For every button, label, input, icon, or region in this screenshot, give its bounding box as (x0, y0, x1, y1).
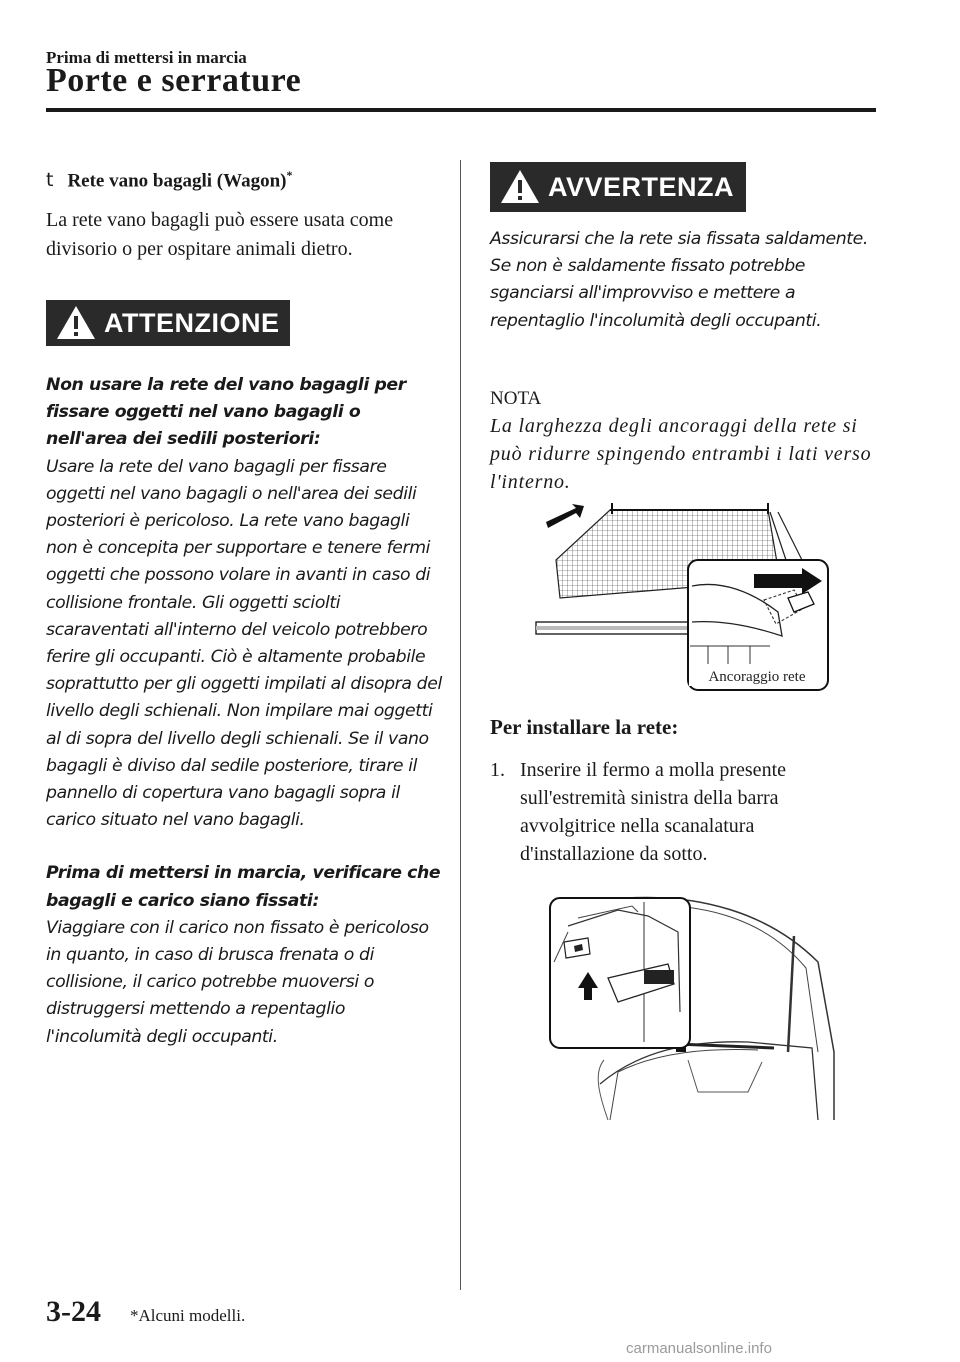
anchor-label: Ancoraggio rete (708, 669, 806, 685)
watermark: carmanualsonline.info (626, 1340, 772, 1357)
section-heading-text: Rete vano bagagli (Wagon) (67, 170, 287, 192)
footnote-mark: * (286, 168, 293, 182)
warning-triangle-icon (498, 165, 542, 209)
step-text: Inserire il fermo a molla presente sull'estremità sinistra della barra avvolgitrice nella scanalatura d'installazione da sotto. (520, 759, 786, 865)
attention-body (46, 372, 442, 1077)
section-marker-icon: t (46, 169, 54, 192)
install-heading: Per installare la rete: (490, 715, 679, 739)
section-intro: La rete vano bagagli può essere usata come divisorio o per ospitare animali dietro. (46, 209, 394, 260)
attention-banner-label: ATTENZIONE (104, 307, 280, 338)
footnote: *Alcuni modelli. (130, 1306, 246, 1325)
breadcrumb: Prima di mettersi in marcia (46, 48, 247, 67)
page-title: Porte e serrature (46, 62, 302, 99)
warning-banner-label: AVVERTENZA (548, 171, 735, 202)
page-number: 3-24 (46, 1295, 101, 1328)
nota-label: NOTA (490, 388, 542, 409)
attention-banner (46, 300, 290, 346)
attention-block1-text: Usare la rete del vano bagagli per fissare oggetti nel vano bagagli o nell'area dei sedili posteriori è pericoloso. La rete vano bagagli non è concepita per supportare e tenere fermi oggetti che possono volare in avanti in caso di collisione frontale. Gli oggetti sciolti scaraventati all'interno del veicolo potrebbero ferire gli occupanti. Ciò è altamente probabile soprattutto per gli oggetti impilati al disopra del livello degli schienali. Non impilare mai oggetti al di sopra del livello degli schienali. Se il vano bagagli è diviso dal sedile posteriore, tirare il pannello di copertura vano bagagli sopra il carico situato nel vano bagagli. (46, 456, 442, 831)
net-anchor-illustration (532, 500, 832, 696)
attention-block2-heading: Prima di mettersi in marcia, verificare che bagagli e carico siano fissati: (46, 863, 441, 911)
title-rule (46, 108, 876, 112)
attention-block1-heading: Non usare la rete del vano bagagli per fissare oggetti nel vano bagagli o nell'area dei sedili posteriori: (46, 375, 406, 450)
warning-triangle-icon (54, 301, 98, 345)
step-number: 1. (490, 759, 505, 781)
install-step-1 (490, 756, 860, 868)
attention-block2-text: Viaggiare con il carico non fissato è pericoloso in quanto, in caso di brusca frenata o di collisione, il carico potrebbe muoversi o distruggersi mettendo a repentaglio l'incolumità degli occupanti. (46, 917, 429, 1047)
column-divider (460, 160, 461, 1290)
warning-body: Assicurarsi che la rete sia fissata saldamente. Se non è saldamente fissato potrebbe sganciarsi all'improvviso e mettere a repentaglio l'incolumità degli occupanti. (490, 229, 868, 331)
net-installation-illustration (548, 892, 838, 1120)
section-heading (46, 168, 292, 192)
nota-body: La larghezza degli ancoraggi della rete si può ridurre spingendo entrambi i lati verso l'interno. (490, 415, 872, 493)
warning-banner (490, 162, 746, 212)
